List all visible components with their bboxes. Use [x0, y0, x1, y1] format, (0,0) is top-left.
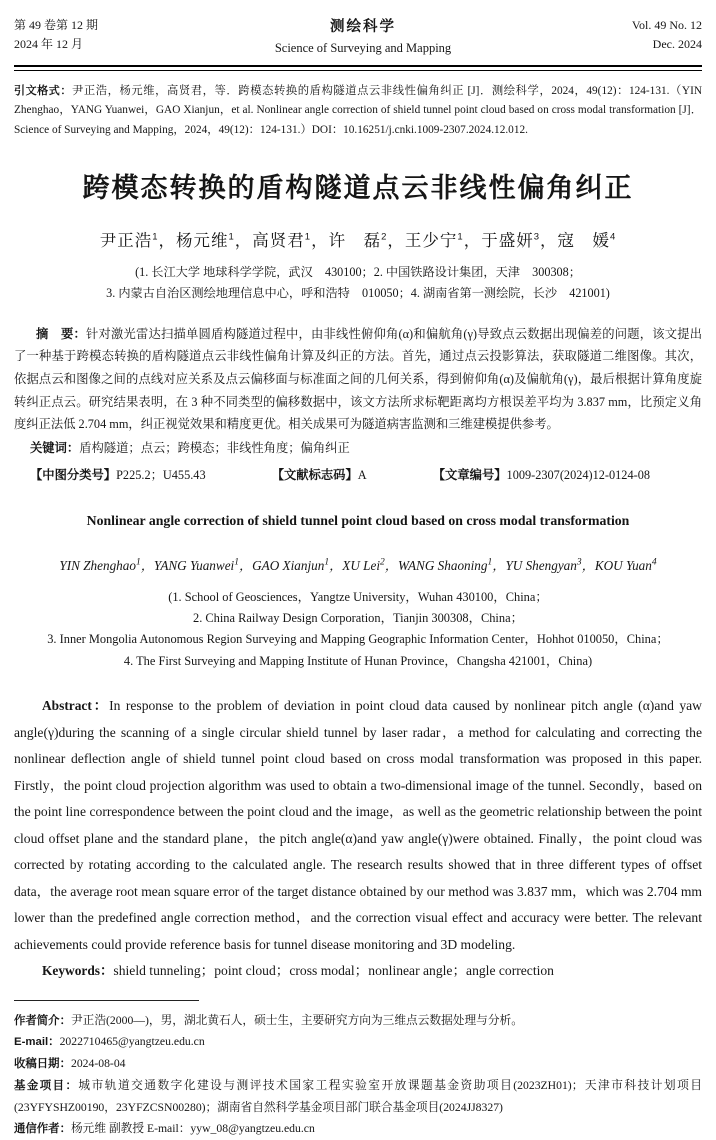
author-name: GAO Xianjun$^1$ — [252, 557, 330, 573]
author-affiliation-sup: 1 — [304, 231, 312, 243]
author-name: 高贤君$^1$ — [252, 231, 312, 251]
author-name: 许 磊$^2$ — [328, 231, 388, 251]
keywords-en-text: shield tunneling；point cloud；cross modal；nonlinear angle；angle correction — [113, 963, 554, 979]
author-affiliation-sup: 1 — [135, 557, 141, 568]
authors-cn — [14, 227, 702, 251]
author-name: 尹正浩$^1$ — [99, 231, 159, 251]
abstract-cn-label: 摘 要： — [36, 326, 87, 341]
footnote-text: 杨元维 副教授 E-mail：yyw_08@yangtzeu.edu.cn — [70, 1121, 315, 1135]
abstract-en-text: In response to the problem of deviation in point cloud data caused by nonlinear pitch angle (α)and yaw angle(γ)during the scanning of a single circular shield tunnel by laser radar，a method for calculating and correcting the nonlinear deflection angle of shield tunnel point cloud based on cross modal transformation was proposed in this paper. Firstly，the point cloud projection algorithm was used to obtain a two-dimensional image of the tunnel. Secondly，based on the point line correspondence between the point cloud and the image，as well as the geometric relationship between the point cloud offset plane and the standard plane，the pitch angle(α)and yaw angle(γ)were obtained. Finally，the point cloud was corrected by rotating according to the calculated angle. The research results showed that in three different types of offset data，the average root mean square error of the target distance obtained by our method was 3.837 mm，which was 2.704 mm lower than the predefined angle correction method，and the correction visual effect and accuracy were better. The relevant achievements could provide reference basis for tunnel disease monitoring and 3D modeling. — [14, 698, 702, 952]
volume-issue-cn: 第 49 卷第 12 期 — [14, 18, 99, 32]
citation-text: 尹正浩，杨元维，高贤君，等．跨模态转换的盾构隧道点云非线性偏角纠正 [J]．测绘科学，2024，49(12)：124-131.（YIN Zhenghao，YANG Yuanwei，GAO Xianjun，et al. Nonlinear angle correction of shield tunnel point cloud based on cross modal transformation [J]．Science of Surveying and Mapping，2024，49(12)：124-131.）DOI：10.16251/j.cnki.1009-2307.2024.12.012. — [14, 84, 703, 136]
author-name: 杨元维$^1$ — [176, 231, 235, 251]
author-name: XU Lei$^2$ — [342, 557, 385, 573]
affiliation-line: (1. School of Geosciences，Yangtze University，Wuhan 430100，China； — [168, 589, 548, 604]
keywords-cn-label: 关键词： — [30, 440, 80, 455]
author-name: YANG Yuanwei$^1$ — [153, 557, 239, 573]
date-en: Dec. 2024 — [652, 36, 702, 51]
footnote-label: 作者简介： — [14, 1014, 71, 1027]
footnotes-block — [14, 1010, 702, 1140]
author-separator: ， — [311, 232, 329, 251]
author-separator: ， — [238, 557, 253, 573]
header-divider-rule — [14, 65, 702, 71]
author-affiliation-sup: 2 — [381, 231, 388, 243]
affiliation-line: 3. Inner Mongolia Autonomous Region Surveying and Mapping Geographic Information Center，Hohhot 010050，China； — [47, 632, 669, 647]
journal-title-cn: 测绘科学 — [330, 19, 396, 35]
keywords-en — [14, 958, 702, 985]
footnote-line — [14, 1053, 702, 1075]
author-name: WANG Shaoning$^1$ — [397, 557, 493, 573]
footnote-label: 基金项目： — [14, 1079, 79, 1092]
date-cn: 2024 年 12 月 — [14, 36, 84, 51]
author-separator: ， — [158, 232, 176, 251]
affiliation-line: 3. 内蒙古自治区测绘地理信息中心，呼和浩特 010050；4. 湖南省第一测绘院，长沙 421001) — [106, 285, 610, 300]
affiliation-line: (1. 长江大学 地球科学学院，武汉 430100；2. 中国铁路设计集团，天津 300308； — [135, 265, 581, 280]
author-separator: ， — [384, 557, 398, 573]
volume-issue-en: Vol. 49 No. 12 — [631, 18, 702, 32]
author-separator: ， — [234, 232, 253, 251]
header-issue-cn — [14, 16, 144, 53]
footnote-label: 通信作者： — [14, 1122, 71, 1135]
header-issue-en — [582, 16, 702, 53]
author-affiliation-sup: 1 — [228, 231, 235, 243]
author-affiliation-sup: 1 — [152, 231, 159, 243]
footnote-divider-rule — [14, 1000, 199, 1001]
footnote-line — [14, 1010, 702, 1032]
keywords-cn-text: 盾构隧道；点云；跨模态；非线性角度；偏角纠正 — [79, 440, 350, 455]
author-name: YU Shengyan$^3$ — [505, 557, 582, 573]
author-affiliation-sup: 3 — [576, 557, 582, 568]
affiliation-line: 4. The First Surveying and Mapping Institute of Hunan Province，Changsha 421001，China) — [123, 653, 593, 668]
journal-header — [14, 16, 702, 59]
author-affiliation-sup: 3 — [533, 231, 540, 243]
author-separator: ， — [140, 557, 154, 573]
affiliations-cn — [14, 262, 702, 302]
article-title-en: Nonlinear angle correction of shield tunnel point cloud based on cross modal transformation — [86, 512, 630, 528]
affiliations-en — [14, 587, 702, 672]
author-name: YIN Zhenghao$^1$ — [59, 557, 141, 573]
footnote-line — [14, 1075, 702, 1118]
abstract-cn-text: 针对激光雷达扫描单圆盾构隧道过程中，由非线性俯仰角(α)和偏航角(γ)导致点云数据出现偏差的问题，该文提出了一种基于跨模态转换的盾构隧道点云非线性偏角计算及纠正的方法。首先，通过点云投影算法，获取隧道二维图像。其次，依据点云和图像之间的点线对应关系及点云偏移面与标准面之间的几何关系，得到俯仰角(α)及偏航角(γ)，最后根据计算角度旋转纠正点云。研究结果表明，在 3 种不同类型的偏移数据中，该文方法所求标靶距离均方根误差平均为 3.837 mm，比预定义角度纠正法低 2.704 mm，纠正视觉效果和精度更优。相关成果可为隧道病害监测和三维建模提供参考。 — [14, 326, 702, 432]
author-name: 寇 媛$^4$ — [557, 231, 617, 251]
abstract-en — [14, 693, 702, 958]
journal-title-en: Science of Surveying and Mapping — [274, 41, 452, 56]
footnote-line — [14, 1118, 702, 1140]
author-separator: ， — [463, 232, 482, 251]
abstract-en-label: Abstract： — [42, 698, 110, 714]
author-separator: ， — [539, 232, 558, 251]
footnote-text: 2022710465@yangtzeu.edu.cn — [59, 1035, 205, 1049]
author-name: KOU Yuan$^4$ — [594, 557, 657, 573]
author-affiliation-sup: 1 — [487, 557, 493, 568]
author-affiliation-sup: 1 — [324, 557, 330, 568]
author-affiliation-sup: 2 — [380, 557, 385, 568]
article-title-cn: 跨模态转换的盾构隧道点云非线性偏角纠正 — [82, 173, 634, 204]
classification-row — [14, 465, 702, 483]
author-affiliation-sup: 4 — [609, 231, 617, 243]
affiliation-line: 2. China Railway Design Corporation，Tianjin 300308，China； — [193, 611, 523, 626]
footnote-label: 收稿日期： — [14, 1058, 71, 1071]
footnote-line — [14, 1031, 702, 1053]
author-separator: ， — [492, 557, 506, 573]
footnote-text: 2024-08-04 — [70, 1057, 126, 1071]
abstract-cn — [14, 323, 702, 436]
keywords-en-label: Keywords： — [42, 963, 114, 979]
clc-number: 【中图分类号】P225.2；U455.43 — [30, 467, 206, 482]
citation-label: 引文格式： — [14, 84, 72, 97]
author-affiliation-sup: 4 — [651, 557, 657, 568]
authors-en — [14, 555, 702, 574]
author-separator: ， — [329, 557, 343, 573]
author-separator: ， — [581, 557, 595, 573]
journal-name-block — [144, 16, 582, 59]
author-affiliation-sup: 1 — [234, 557, 239, 568]
author-name: 于盛妍$^3$ — [481, 231, 540, 251]
footnote-label: E-mail： — [14, 1036, 60, 1049]
journal-first-page — [0, 16, 716, 1140]
citation-block — [14, 82, 702, 141]
footnote-text: 城市轨道交通数字化建设与测评技术国家工程实验室开放课题基金资助项目(2023ZH01)；天津市科技计划项目(23YFYSHZ00190，23YFZCSN00280)；湖南省自然科学基金项目部门联合基金项目(2024JJ8327) — [14, 1078, 702, 1114]
author-separator: ， — [387, 232, 405, 251]
author-affiliation-sup: 1 — [457, 231, 464, 243]
document-code: 【文献标志码】A — [271, 467, 367, 482]
footnote-text: 尹正浩(2000—)，男，湖北黄石人，硕士生，主要研究方向为三维点云数据处理与分析。 — [70, 1013, 523, 1027]
article-number: 【文章编号】1009-2307(2024)12-0124-08 — [432, 467, 650, 482]
author-name: 王少宁$^1$ — [404, 231, 464, 251]
keywords-cn — [14, 438, 702, 456]
